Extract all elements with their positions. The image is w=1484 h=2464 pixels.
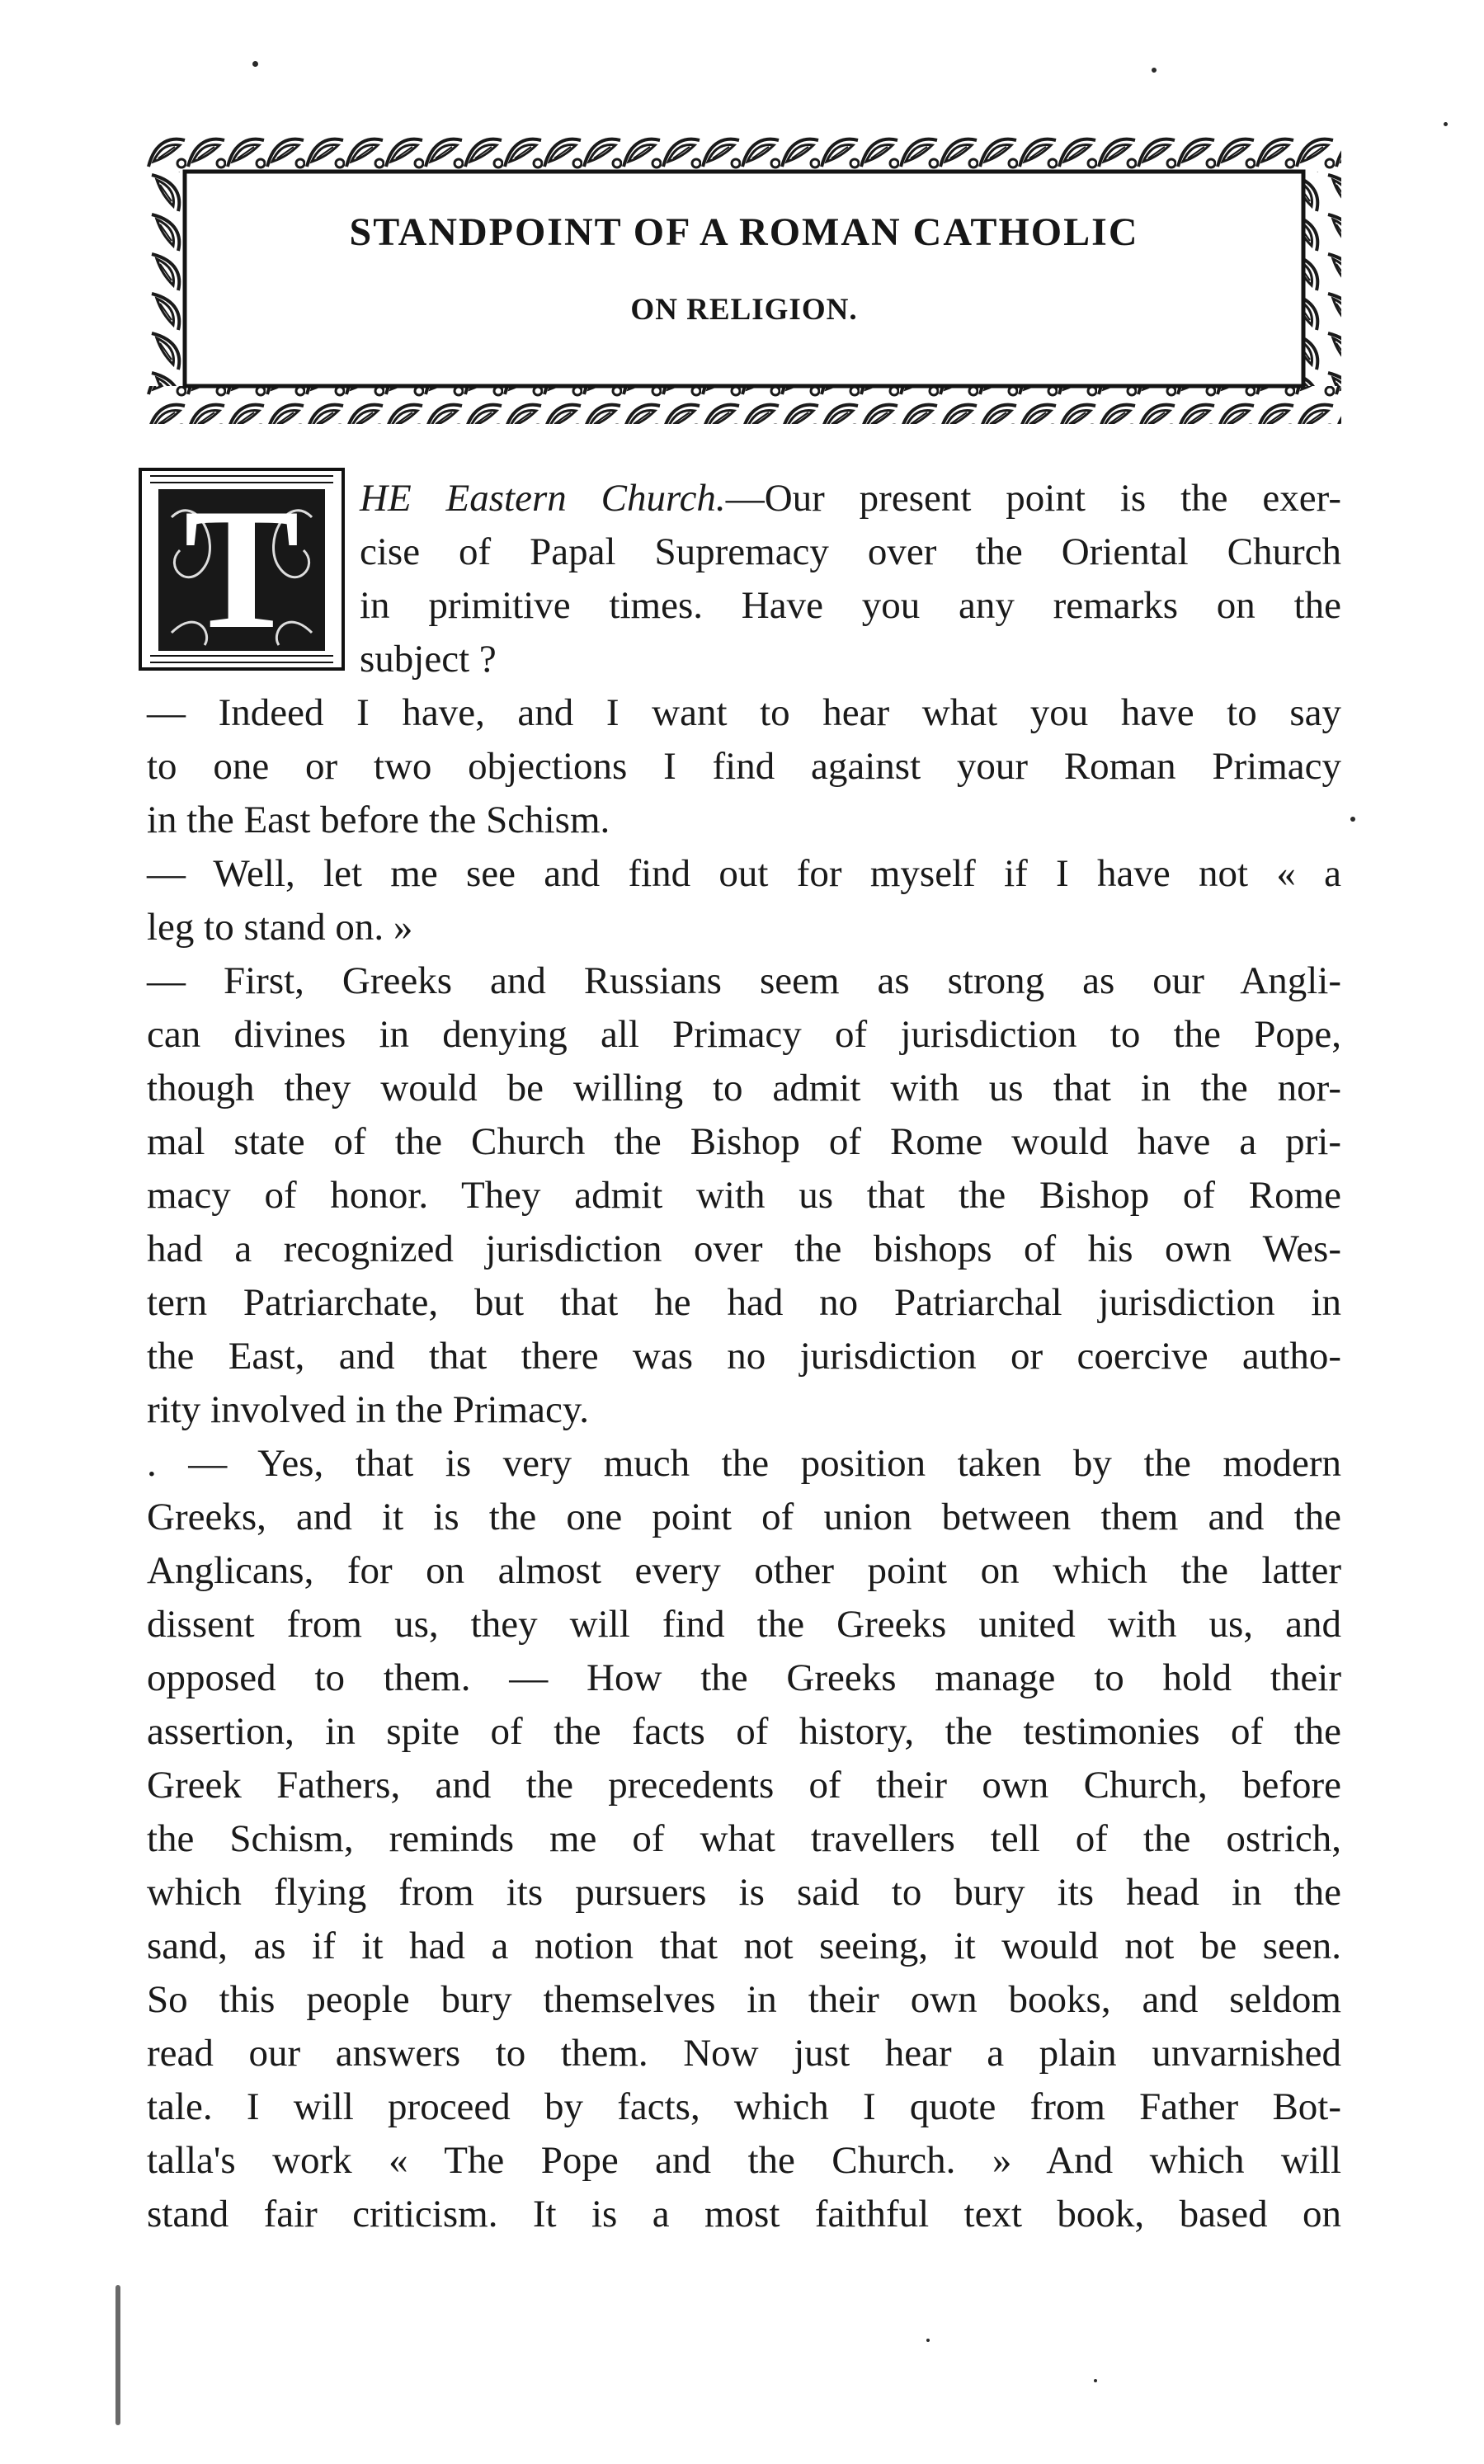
text-line: Greeks, and it is the one point of union between them and the [147,1496,1341,1538]
text-line: macy of honor. They admit with us that the Bishop of Rome [147,1174,1341,1217]
text-line: had a recognized jurisdiction over the bishops of his own Wes- [147,1227,1341,1270]
text-line: in primitive times. Have you any remarks on the [360,584,1341,627]
text-line-rest: —Our present point is the exer- [725,477,1341,520]
chapter-subtitle: ON RELIGION. [630,293,858,327]
scan-speck [252,61,258,67]
text-line: . — Yes, that is very much the position taken by the modern [147,1442,1341,1485]
text-line: leg to stand on. » [147,906,413,949]
chapter-title: STANDPOINT OF A ROMAN CATHOLIC [349,210,1139,254]
text-line: the Schism, reminds me of what travellers tell of the ostrich, [147,1817,1341,1860]
text-line: in the East before the Schism. [147,799,610,841]
scan-speck [1350,817,1355,822]
text-line: tern Patriarchate, but that he had no Patriarchal jurisdiction in [147,1281,1341,1324]
text-line: stand fair criticism. It is a most faithful text book, based on [147,2193,1341,2236]
text-line: opposed to them. — How the Greeks manage to hold their [147,1656,1341,1699]
text-line: So this people bury themselves in their own books, and seldom [147,1978,1341,2021]
scan-edge-artifact [115,2285,120,2425]
drop-cap-letter: T [183,473,300,665]
text-line: Anglicans, for on almost every other point on which the latter [147,1549,1341,1592]
text-line: sand, as if it had a notion that not seeing, it would not be seen. [147,1925,1341,1967]
text-line: read our answers to them. Now just hear a plain unvarnished [147,2032,1341,2075]
text-line: Greek Fathers, and the precedents of their own Church, before [147,1764,1341,1807]
text-line-italic: HE Eastern Church. [360,477,726,520]
text-line: cise of Papal Supremacy over the Oriental Church [360,530,1341,573]
text-line: can divines in denying all Primacy of jurisdiction to the Pope, [147,1013,1341,1056]
scan-speck [1444,122,1448,126]
text-line: though they would be willing to admit with us that in the nor- [147,1067,1341,1110]
text-line: — Indeed I have, and I want to hear what you have to say [147,691,1341,734]
text-line: — Well, let me see and find out for myself if I have not « a [147,852,1341,895]
text-line: tale. I will proceed by facts, which I quote from Father Bot- [147,2085,1341,2128]
text-line: to one or two objections I find against your Roman Primacy [147,745,1341,788]
scan-speck [1094,2379,1097,2382]
text-line: subject ? [360,638,497,681]
text-line: rity involved in the Primacy. [147,1388,590,1431]
text-line: the East, and that there was no jurisdiction or coercive autho- [147,1335,1341,1378]
text-line: dissent from us, they will find the Greeks united with us, and [147,1603,1341,1646]
scan-speck [1152,68,1157,73]
text-line: mal state of the Church the Bishop of Rome would have a pri- [147,1120,1341,1163]
text-line [360,475,1341,521]
scan-speck [926,2339,930,2342]
text-line: assertion, in spite of the facts of history, the testimonies of the [147,1710,1341,1753]
illuminated-drop-cap [139,468,345,671]
text-line: — First, Greeks and Russians seem as strong as our Angli- [147,959,1341,1002]
vine-border-ornament [147,134,1341,424]
text-line: talla's work « The Pope and the Church. » And which will [147,2139,1341,2182]
text-line: which flying from its pursuers is said to bury its head in the [147,1871,1341,1914]
ornamental-header-frame [147,134,1341,424]
